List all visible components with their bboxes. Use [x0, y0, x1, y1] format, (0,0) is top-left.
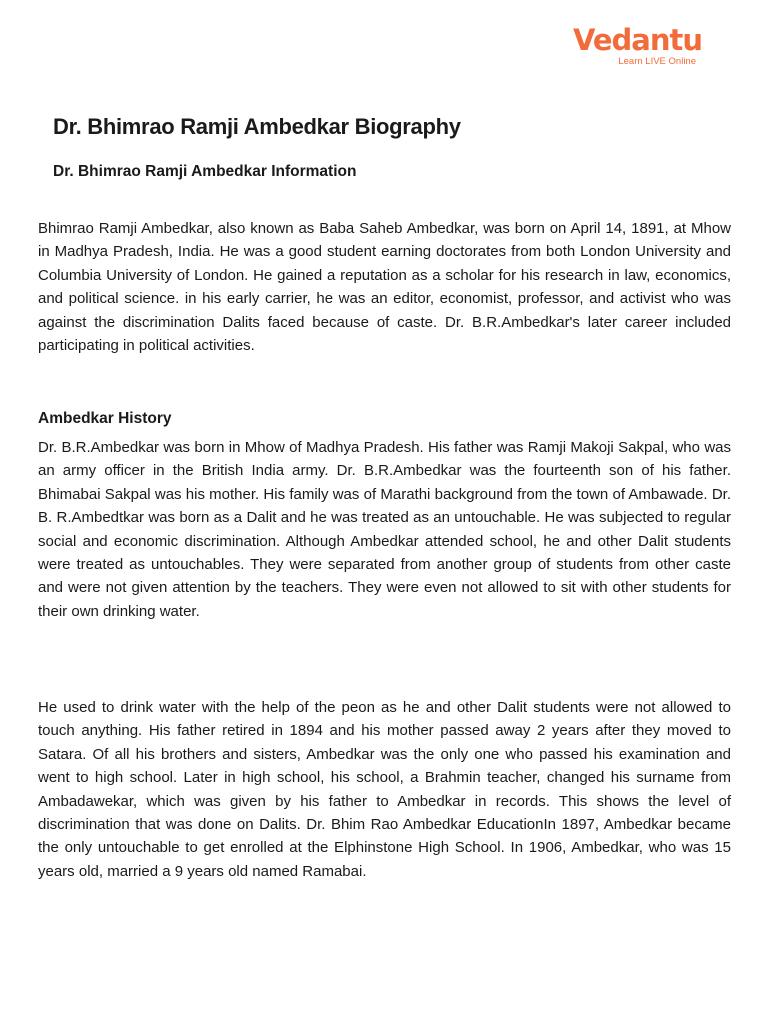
logo-wordmark: Vedantu [572, 23, 702, 57]
page-subtitle: Dr. Bhimrao Ramji Ambedkar Information [53, 163, 357, 180]
intro-paragraph: Bhimrao Ramji Ambedkar, also known as Baba Saheb Ambedkar, was born on April 14, 1891, at Mhow in Madhya Pradesh, India. He was a good student earning doctorates from both London University and Columbia University of London. He gained a reputation as a scholar for his research in law, economics, and political science. in his early carrier, he was an editor, economist, professor, and activist who was against the discrimination Dalits faced because of caste. Dr. B.R.Ambedkar's later career included participating in political activities. [38, 220, 731, 355]
section-heading-history: Ambedkar History [38, 410, 172, 427]
history-paragraph-2: He used to drink water with the help of the peon as he and other Dalit students were not allowed to touch anything. His father retired in 1894 and his mother passed away 2 years after they moved to Satara. Of all his brothers and sisters, Ambedkar was the only one who passed his examination and went to high school. Later in high school, his school, a Brahmin teacher, changed his surname from Ambadawekar, which was given by his father to Ambedkar in records. This shows the level of discrimination that was done on Dalits. Dr. Bhim Rao Ambedkar EducationIn 1897, Ambedkar became the only untouchable to get enrolled at the Elphinstone High School. In 1906, Ambedkar, who was 15 years old, married a 9 years old named Ramabai. [38, 699, 731, 880]
page-title: Dr. Bhimrao Ramji Ambedkar Biography [53, 114, 461, 139]
vedantu-logo [573, 24, 702, 68]
logo-tagline: Learn LIVE Online [618, 56, 696, 67]
history-paragraph-1: Dr. B.R.Ambedkar was born in Mhow of Madhya Pradesh. His father was Ramji Makoji Sakpal, who was an army officer in the British India army. Dr. B.R.Ambedkar was the fourteenth son of his father. Bhimabai Sakpal was his mother. His family was of Marathi background from the town of Ambawade. Dr. B. R.Ambedtkar was born as a Dalit and he was treated as an untouchable. He was subjected to regular social and economic discrimination. Although Ambedkar attended school, he and other Dalit students were treated as untouchables. They were separated from another group of students from other caste and were not given attention by the teachers. They were even not allowed to sit with other students for their own drinking water. [38, 439, 731, 620]
